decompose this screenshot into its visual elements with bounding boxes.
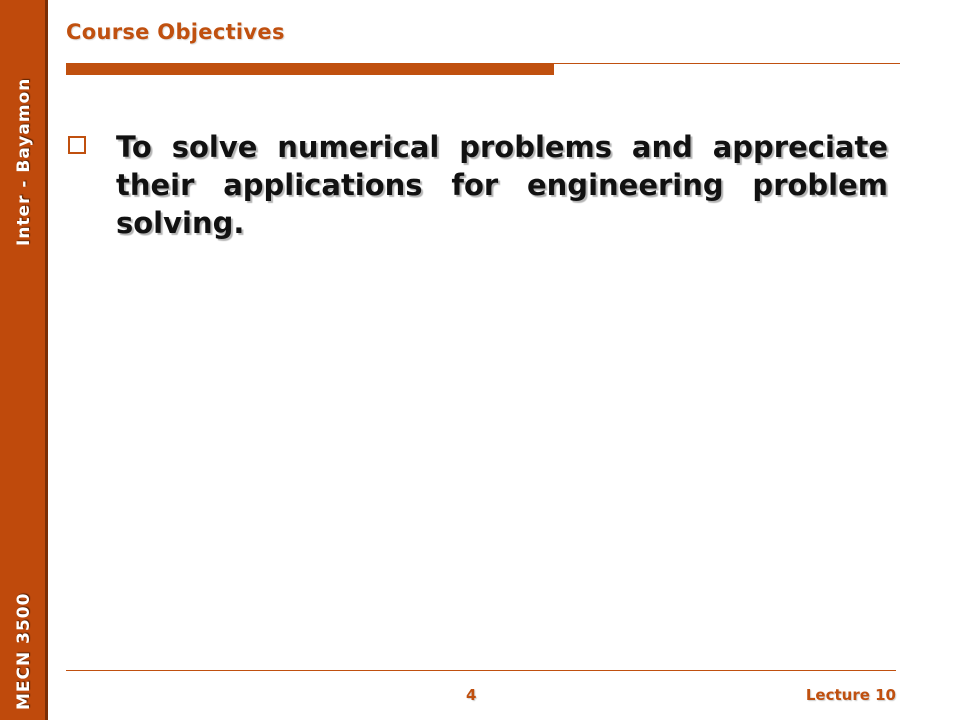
side-bar (0, 0, 48, 720)
square-bullet-icon (68, 136, 86, 154)
lecture-label: Lecture 10 (805, 686, 896, 704)
sidebar-organization-label: Inter - Bayamon (14, 77, 34, 246)
title-underline-bar (66, 64, 554, 75)
bullet-text: To solve numerical problems and appreciate their applications for engineering problem solving. (116, 130, 888, 240)
slide-title: Course Objectives (66, 20, 285, 44)
sidebar-course-code-label: MECN 3500 (14, 592, 34, 710)
page-number: 4 (466, 686, 477, 704)
bullet-item (66, 128, 888, 242)
footer-divider-line (66, 670, 896, 671)
